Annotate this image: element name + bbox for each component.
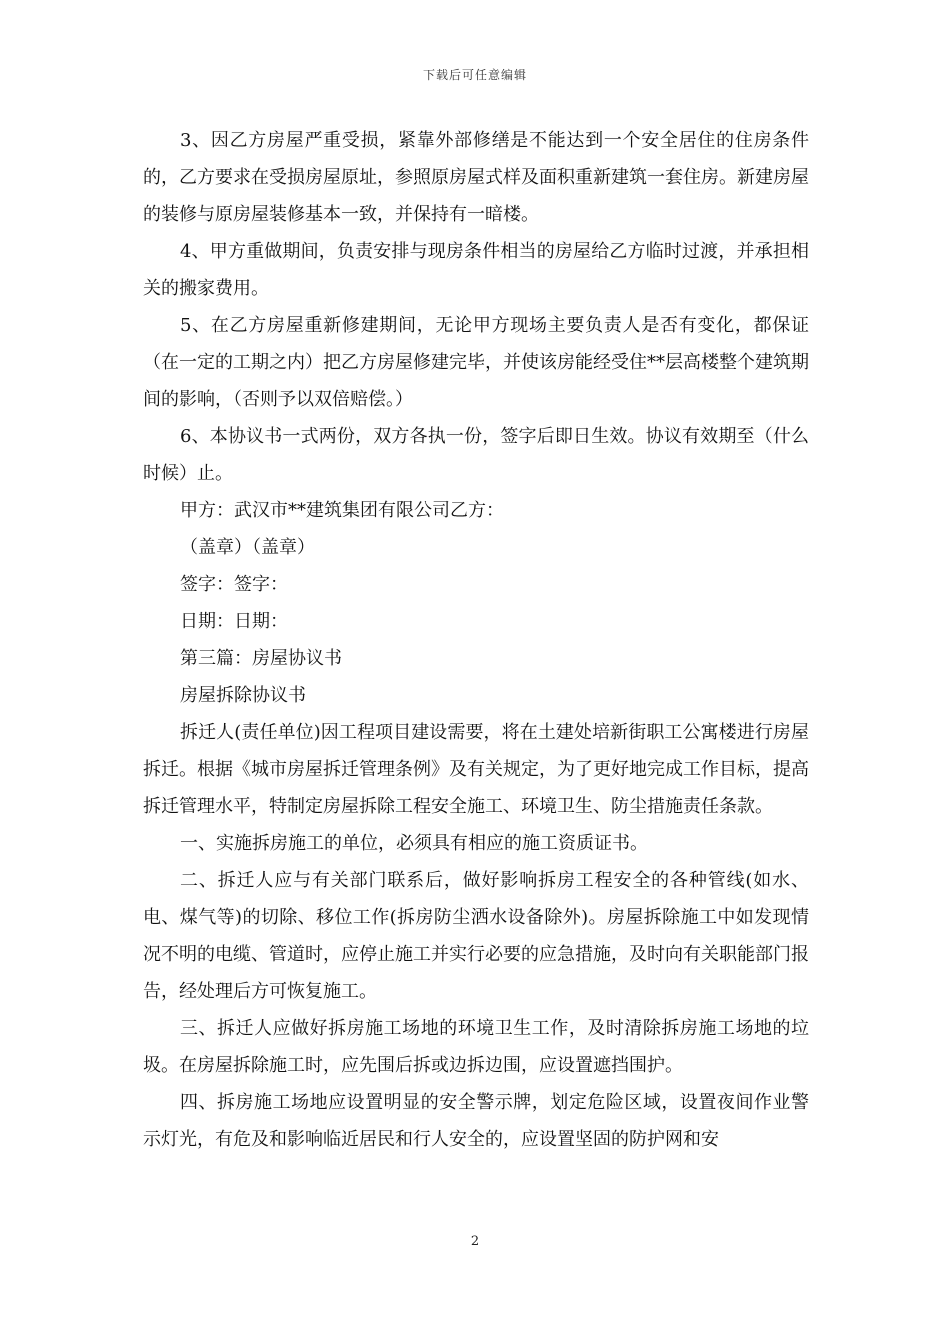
party-line: 甲方：武汉市**建筑集团有限公司乙方：: [180, 500, 504, 521]
section-heading: 第三篇：房屋协议书: [180, 648, 342, 669]
paragraph-clause-3: 3、因乙方房屋严重受损，紧靠外部修缮是不能达到一个安全居住的住房条件的，乙方要求在受损房屋原址，参照原房屋式样及面积重新建筑一套住房。新建房屋的装修与原房屋装修基本一致，并保持有一暗楼。: [143, 130, 809, 225]
document-body: [143, 122, 809, 1158]
seal-line: （盖章）（盖章）: [180, 537, 315, 558]
date-line: 日期：日期：: [180, 611, 288, 632]
paragraph-clause-5: 5、在乙方房屋重新修建期间，无论甲方现场主要负责人是否有变化，都保证（在一定的工期之内）把乙方房屋修建完毕，并使该房能经受住**层高楼整个建筑期间的影响，（否则予以双倍赔偿。）: [143, 315, 809, 410]
paragraph-clause-4: 4、甲方重做期间，负责安排与现房条件相当的房屋给乙方临时过渡，并承担相关的搬家费用。: [143, 241, 809, 299]
clause-four: 四、拆房施工场地应设置明显的安全警示牌，划定危险区域，设置夜间作业警示灯光，有危及和影响临近居民和行人安全的，应设置坚固的防护网和安: [143, 1092, 809, 1150]
clause-two: 二、拆迁人应与有关部门联系后，做好影响拆房工程安全的各种管线(如水、电、煤气等)的切除、移位工作(拆房防尘洒水设备除外)。房屋拆除施工中如发现情况不明的电缆、管道时，应停止施工并实行必要的应急措施，及时向有关职能部门报告，经处理后方可恢复施工。: [143, 870, 809, 1002]
signature-line: 签字：签字：: [180, 574, 288, 595]
document-title: 房屋拆除协议书: [180, 685, 306, 706]
page-number: 2: [470, 1234, 480, 1249]
paragraph-clause-6: 6、本协议书一式两份，双方各执一份，签字后即日生效。协议有效期至（什么时候）止。: [143, 426, 809, 484]
clause-one: 一、实施拆房施工的单位，必须具有相应的施工资质证书。: [180, 833, 648, 854]
page-header: 下载后可任意编辑: [422, 68, 527, 82]
clause-three: 三、拆迁人应做好拆房施工场地的环境卫生工作，及时清除拆房施工场地的垃圾。在房屋拆除施工时，应先围后拆或边拆边围，应设置遮挡围护。: [143, 1018, 809, 1076]
intro-paragraph: 拆迁人(责任单位)因工程项目建设需要，将在土建处培新街职工公寓楼进行房屋拆迁。根据《城市房屋拆迁管理条例》及有关规定，为了更好地完成工作目标，提高拆迁管理水平，特制定房屋拆除工程安全施工、环境卫生、防尘措施责任条款。: [143, 722, 809, 817]
